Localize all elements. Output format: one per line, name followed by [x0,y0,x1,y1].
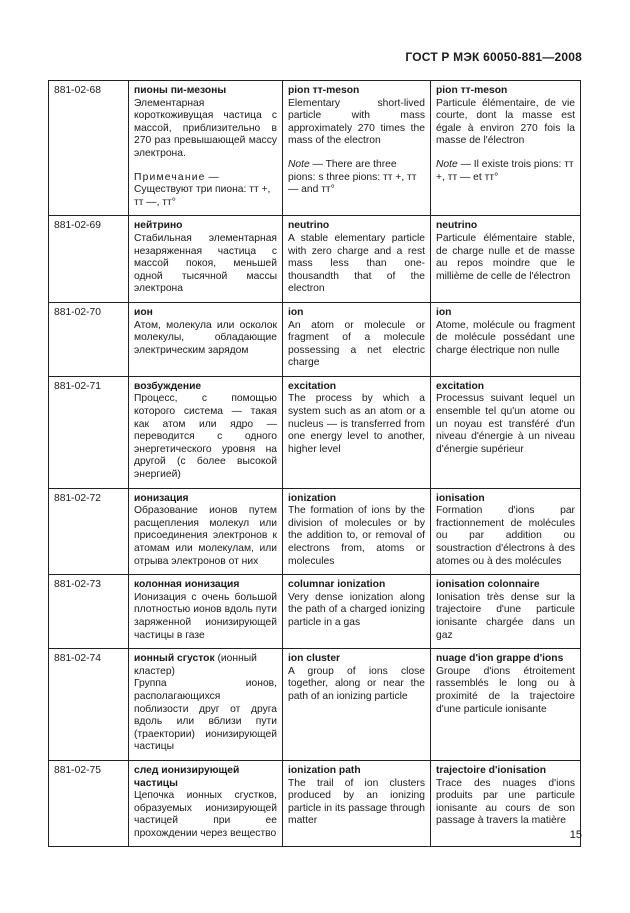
term-ru: ион [134,306,153,318]
term-ru: нейтрино [134,220,183,232]
entry-number: 881-02-75 [49,760,129,847]
document-header: ГОСТ Р МЭК 60050-881—2008 [405,50,582,64]
note-en [288,159,425,197]
term-fr: ionisation [436,492,485,504]
page-number: 15 [569,829,582,841]
definition-ru: Процесс, с помощью которого система — такая как атом или ядро — переводится с одного энергетического уровня на другой (с более высокой энергией) [134,393,277,481]
table-row [49,216,581,303]
entry-number: 881-02-68 [49,81,129,216]
definition-ru: Стабильная элементарная незаряженная частица с массой покоя, меньшей одной тысячной массы электрона [134,232,277,295]
english-cell [283,376,431,488]
russian-cell [129,488,283,575]
french-cell [431,302,581,376]
term-fr: nuage d'ion grappe d'ions [436,653,564,665]
term-en: columnar ionization [288,579,386,591]
definition-fr: Trace des nuages d'ions produits par une particule ionisante au cours de son passage à travers la matière [436,777,575,827]
english-cell [283,81,431,216]
english-cell [283,575,431,649]
term-ru: пионы пи-мезоны [134,85,227,96]
note-label: Примечание [134,171,206,183]
english-cell [283,649,431,761]
russian-cell [129,575,283,649]
term-fr: ion [436,306,452,318]
table-row [49,81,581,216]
entry-number: 881-02-70 [49,302,129,376]
russian-cell [129,760,283,847]
definition-en: A group of ions close together, along or near the path of an ionizing particle [288,665,425,702]
definition-en: The trail of ion clusters produced by an ionizing particle in its passage through matter [288,777,425,827]
english-cell [283,760,431,847]
russian-cell [129,302,283,376]
entry-number: 881-02-69 [49,216,129,303]
definition-ru: Группа ионов, располагающихся поблизости друг от друга вдоль или вблизи пути (траектории) ионизирующей частицы [134,678,277,753]
term-fr: pion тт-meson [436,85,508,96]
note-fr [436,159,575,184]
definition-fr: Ionisation très dense sur la trajectoire d'une particule ionisante chargée dans un gaz [436,591,575,641]
note-label: Note [436,158,458,170]
note-text: — Существуют три пиона: тт +, тт —, тт° [134,171,271,208]
french-cell [431,760,581,847]
definition-ru: Элементарная короткоживущая частица с массой, приблизительно в 270 раз превышающей массу электрона. [134,97,277,159]
table-row [49,760,581,847]
term-en: neutrino [288,220,330,232]
definition-en: The formation of ions by the division of molecules or by the addition to, or removal of electrons from, atoms or molecules [288,505,425,567]
table-row [49,376,581,488]
definition-fr: Particule élémentaire, de vie courte, dont la masse est égale à environ 270 fois la masse de l'électron [436,97,575,147]
term-fr: ionisation colonnaire [436,579,540,591]
definition-en: An atom or molecule or fragment of a molecule possessing a net electric charge [288,319,425,369]
note-label: Note [288,158,310,170]
definition-ru: Образование ионов путем расщепления молекул или присоединения электронов к атомам или молекулам, или отрыва электронов от них [134,505,277,567]
definition-ru: Ионизация с очень большой плотностью ионов вдоль пути заряженной ионизирующей частицы в газе [134,591,277,641]
table-row [49,302,581,376]
note-text: — There are three pions: s three pions: тт +, тт — and тт° [288,158,417,196]
term-fr: neutrino [436,220,478,232]
french-cell [431,376,581,488]
definition-en: The process by which a system such as an atom or a nucleus — is transferred from one energy level to another, higher level [288,393,425,455]
term-fr: excitation [436,380,485,392]
term-ru: ионный сгусток [134,653,215,665]
term-ru: возбуждение [134,380,202,392]
definition-fr: Particule élémentaire stable, de charge nulle et de masse au repos moindre que le millième de celle de l'électron [436,232,575,282]
definition-ru: Цепочка ионных сгустков, образуемых ионизирующей частицей при ее прохождении через вещество [134,790,277,839]
french-cell [431,488,581,575]
term-en: excitation [288,380,337,392]
terminology-table [48,80,581,847]
english-cell [283,488,431,575]
russian-cell [129,216,283,303]
russian-cell [129,81,283,216]
note-ru [134,172,277,210]
definition-ru: Атом, молекула или осколок молекулы, обладающие электрическим зарядом [134,319,277,356]
entry-number: 881-02-73 [49,575,129,649]
term-ru: колонная ионизация [134,579,240,591]
term-ru: след ионизирующей частицы [134,764,240,789]
definition-fr: Groupe d'ions étroitement rassemblés le long ou à proximité de la trajectoire d'une particule ionisante [436,665,575,715]
term-en: ionization [288,492,337,504]
french-cell [431,81,581,216]
term-ru-line [134,653,277,678]
english-cell [283,302,431,376]
table-row [49,649,581,761]
term-en: ionization path [288,764,361,776]
entry-number: 881-02-74 [49,649,129,761]
entry-number: 881-02-71 [49,376,129,488]
table-row [49,488,581,575]
term-en: pion тт-meson [288,85,360,96]
definition-fr: Atome, molécule ou fragment de molécule possédant une charge électrique non nulle [436,319,575,356]
french-cell [431,649,581,761]
term-fr: trajectoire d'ionisation [436,764,547,776]
russian-cell [129,376,283,488]
definition-en: Very dense ionization along the path of a charged ionizing particle in a gas [288,591,425,628]
definition-fr: Processus suivant lequel un ensemble tel qu'un atome ou un noyau est transféré d'un niveau d'énergie à un niveau d'énergie supérieur [436,393,575,455]
term-ru-synonym: (ионный кластер) [134,653,257,677]
term-en: ion cluster [288,653,341,665]
russian-cell [129,649,283,761]
definition-fr: Formation d'ions par fractionnement de molécules ou par addition ou soustraction d'électrons à des atomes ou à des molécules [436,505,575,567]
term-en: ion [288,306,304,318]
entry-number: 881-02-72 [49,488,129,575]
french-cell [431,216,581,303]
french-cell [431,575,581,649]
note-text: — Il existe trois pions: тт +, тт — et тт° [436,158,574,183]
definition-en: A stable elementary particle with zero charge and a rest mass less than one-thousandth that of the electron [288,232,425,295]
english-cell [283,216,431,303]
table-row [49,575,581,649]
term-ru: ионизация [134,492,189,504]
definition-en: Elementary short-lived particle with mass approximately 270 times the mass of the electron [288,97,425,147]
